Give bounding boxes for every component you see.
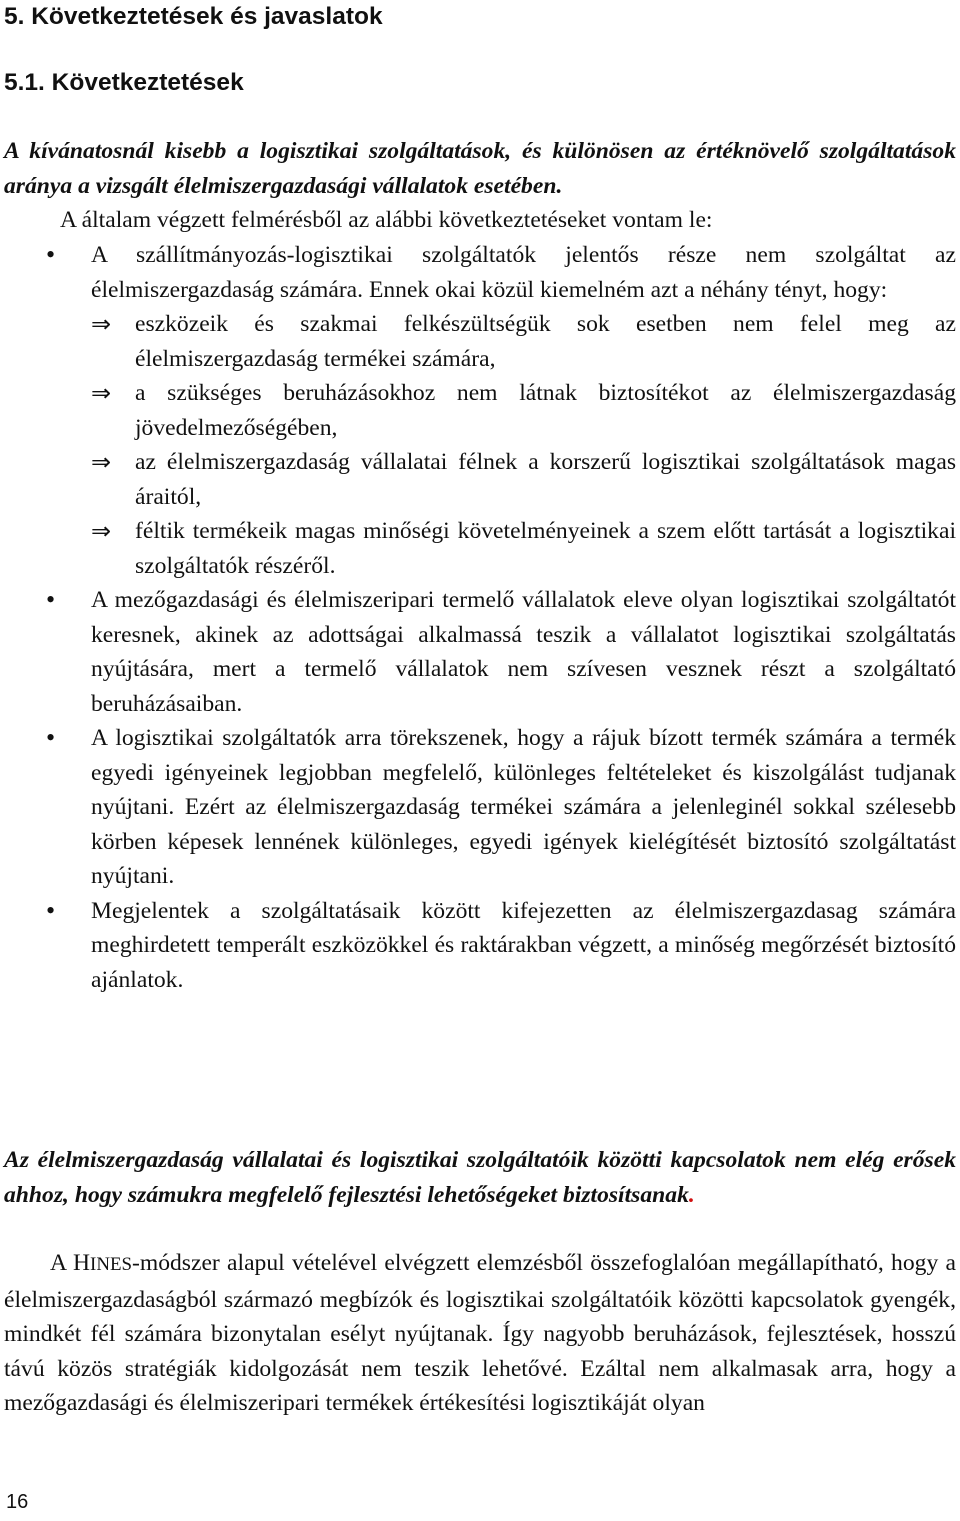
intro-sentence: A általam végzett felmérésből az alábbi következtetéseket vontam le: [60,207,713,233]
reason-item [91,376,956,445]
list-item [4,238,956,583]
implies-arrow-icon: ⇒ [91,379,112,407]
list-item-text: A szállítmányozás-logisztikai szolgáltatók jelentős része nem szolgáltat az élelmiszergazdaság számára. Ennek okai közül kiemelném azt a néhány tényt, hogy: [91,242,956,303]
hines-body: -módszer alapul vételével elvégzett elemzésből összefoglalóan megállapítható, hogy a élelmiszergazdaságból származó megbízók és logisztikai szolgáltatóik közötti kapcsolatok gyengék, mindkét fél számára bizonytalan esélyt nyújtanak. Így nagyobb beruházások, fejlesztések, hosszú távú közös stratégiák kidolgozását nem teszik lehetővé. Ezáltal nem alkalmasak arra, hogy a mezőgazdasági és élelmiszeripari termékek értékesítési logisztikáját olyan [4,1250,956,1416]
list-item-text: A logisztikai szolgáltatók arra törekszenek, hogy a rájuk bízott termék számára a termék egyedi igényeinek legjobban megfelelő, különleges feltételeket és kiszolgálást tudjanak nyújtani. Ezért az élelmiszergazdaság termékei számára a jelenleginél sokkal szélesebb körben képesek lennének különleges, egyedi igények kielégítését biztosító szolgáltatást nyújtani. [91,725,956,889]
section-title: 5. Következtetések és javaslatok [4,3,383,30]
reason-item [91,445,956,514]
implies-arrow-icon: ⇒ [91,310,112,338]
list-item-text: Megjelentek a szolgáltatásaik között kifejezetten az élelmiszergazdasag számára meghirdetett temperált eszközökkel és raktárakban végzett, a minőség megőrzését biztosító ajánlatok. [91,897,956,993]
hines-smallcaps: INES [90,1254,132,1275]
reason-item [91,307,956,376]
implies-arrow-icon: ⇒ [91,517,112,545]
subsection-title: 5.1. Következtetések [4,69,244,96]
bullet-icon: • [46,895,56,925]
reason-text: az élelmiszergazdaság vállalatai félnek a korszerű logisztikai szolgáltatások magas áraitól, [135,449,956,510]
reason-item [91,514,956,583]
page-number: 16 [6,1491,29,1513]
reason-text: eszközeik és szakmai felkészültségük sok esetben nem felel meg az élelmiszergazdaság termékei számára, [135,311,956,372]
list-item-text: A mezőgazdasági és élelmiszeripari termelő vállalatok eleve olyan logisztikai szolgáltatót keresnek, akinek az adottságai alkalmassá teszik a vállalatot logisztikai szolgáltatás nyújtására, mert a termelő vállalatok nem szívesen vesznek részt a szolgáltató beruházásaiban. [91,587,956,717]
reason-text: a szükséges beruházásokhoz nem látnak biztosítékot az élelmiszergazdaság jövedelmezőségében, [135,380,956,441]
implies-arrow-icon: ⇒ [91,448,112,476]
thesis-2 [4,1143,956,1212]
thesis-1: A kívánatosnál kisebb a logisztikai szolgáltatások, és különösen az értéknövelő szolgáltatások aránya a vizsgált élelmiszergazdasági vállalatok esetében. [4,138,956,199]
hines-paragraph [4,1246,956,1421]
reason-text: féltik termékeik magas minőségi követelményeinek a szem előtt tartását a logisztikai szolgáltatók részéről. [135,518,956,579]
thesis-2-period: . [688,1181,695,1208]
list-item [4,721,956,894]
bullet-icon: • [46,585,56,614]
thesis-2-text: Az élelmiszergazdaság vállalatai és logisztikai szolgáltatóik közötti kapcsolatok nem elég erősek ahhoz, hogy számukra megfelelő fejlesztési lehetőségeket biztosítsanak [4,1147,956,1208]
bullet-icon: • [46,240,56,269]
hines-prefix: A H [50,1250,91,1276]
list-item [4,583,956,721]
reason-list [91,307,956,583]
conclusion-list [4,238,956,997]
list-item [4,894,956,998]
bullet-icon: • [46,723,56,752]
